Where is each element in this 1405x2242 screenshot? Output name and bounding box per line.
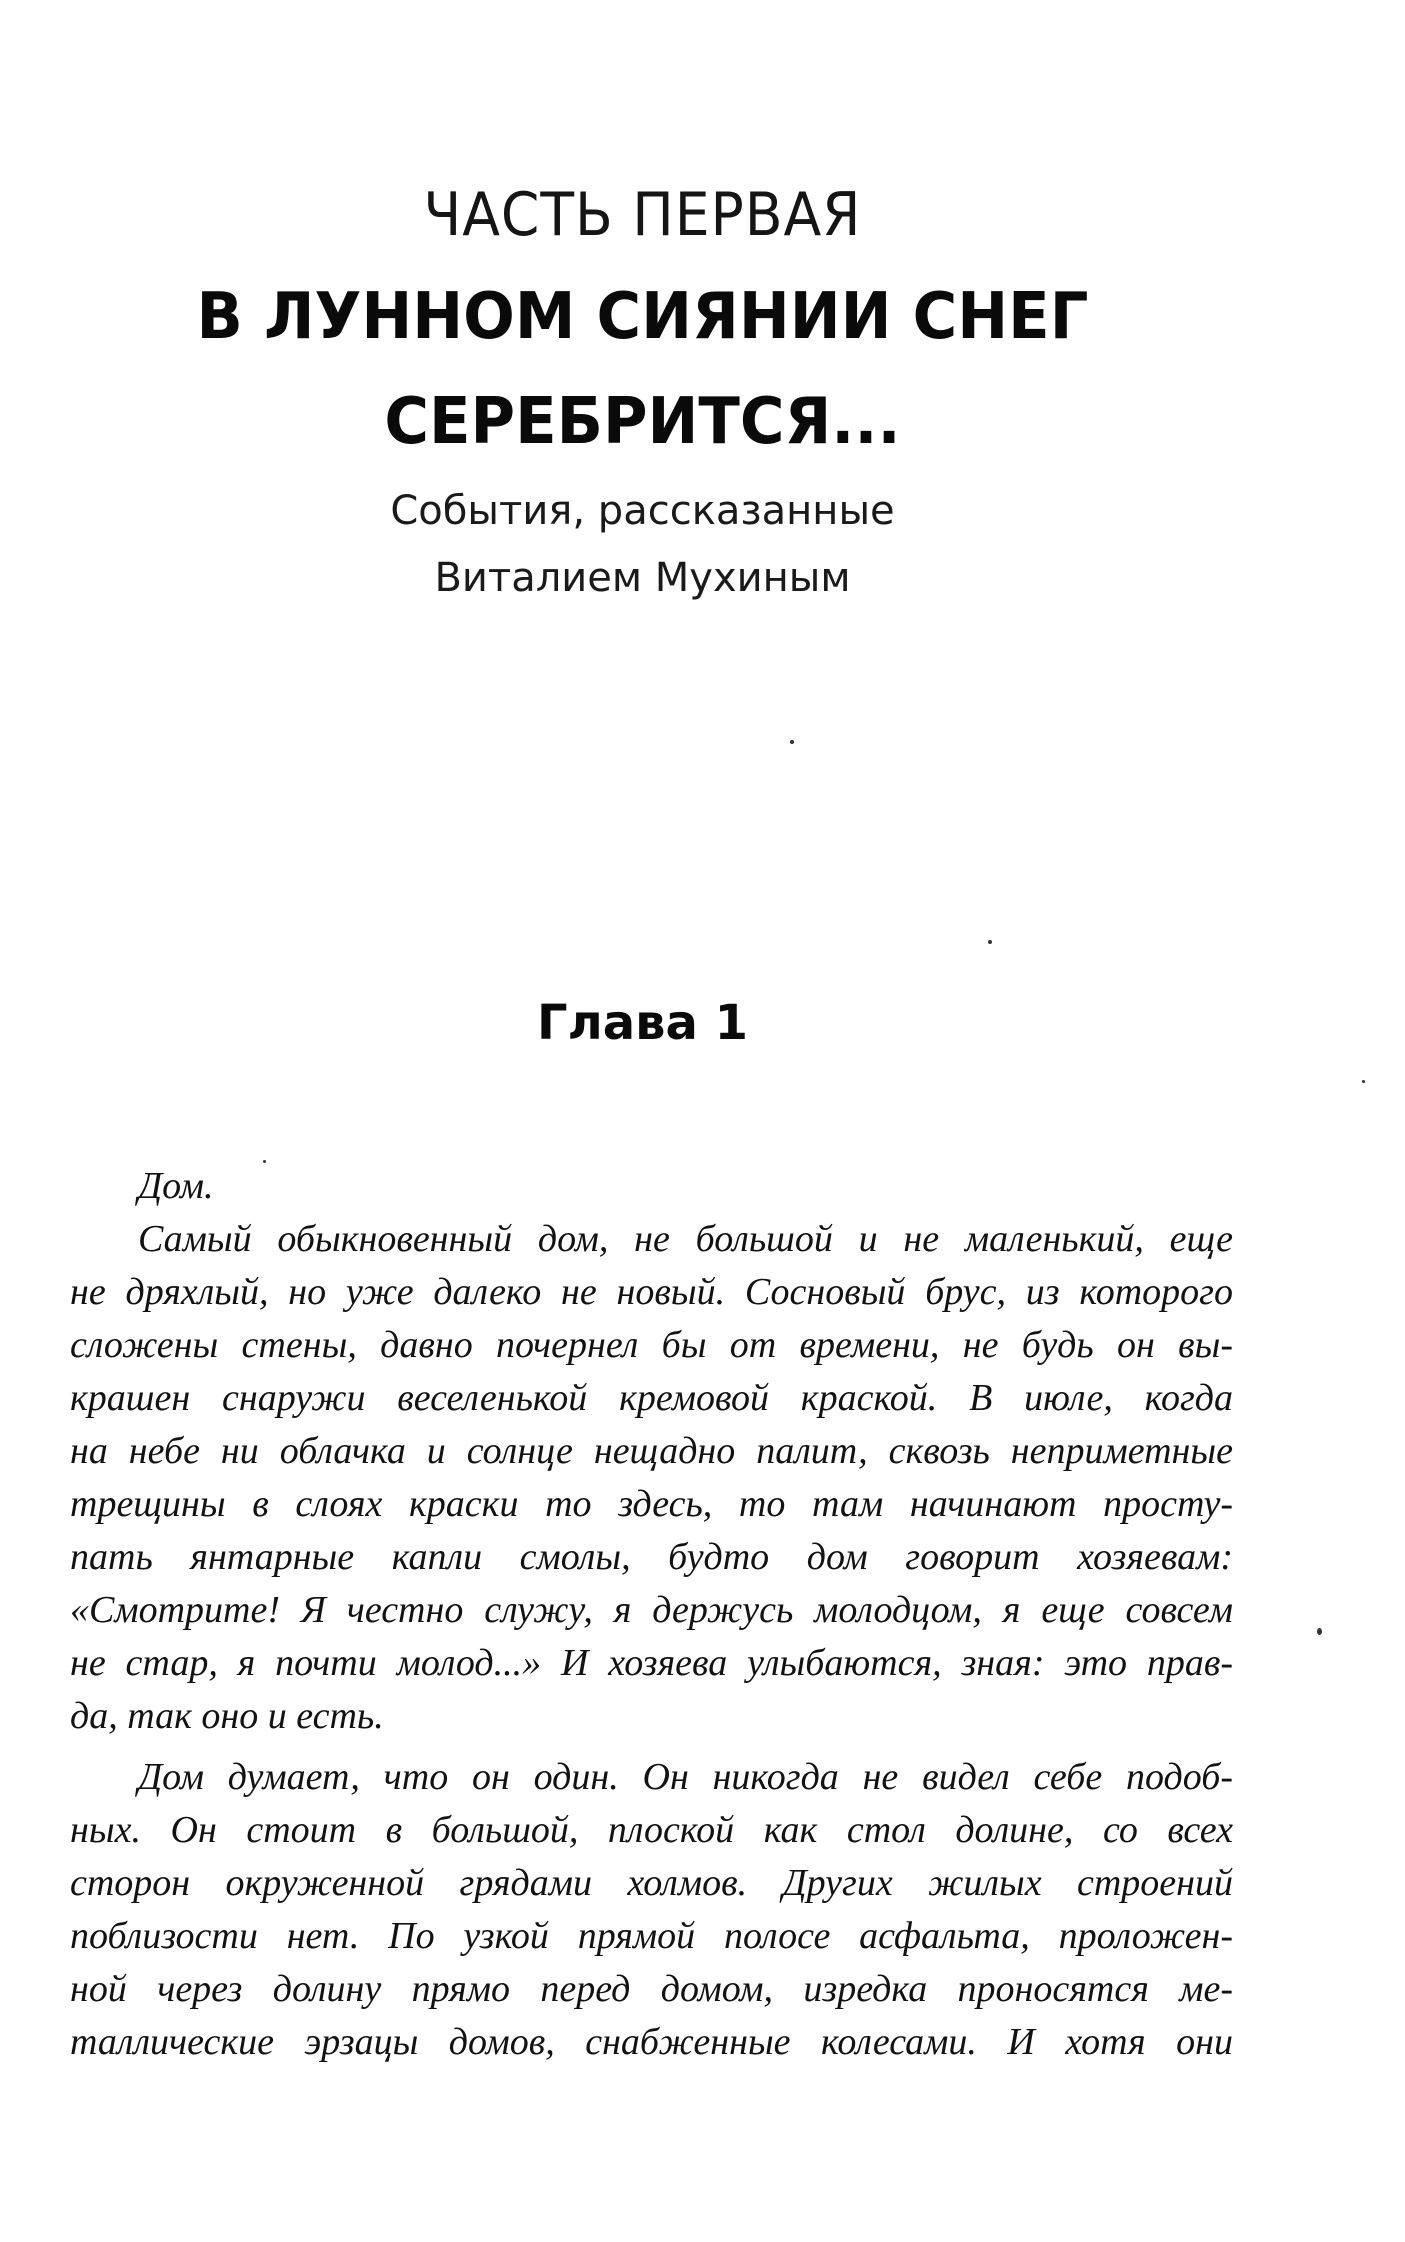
text-line: пать янтарные капли смолы, будто дом говорит хозяевам: — [70, 1536, 1233, 1578]
paragraph — [70, 1160, 1233, 1213]
text-line: ной через долину прямо перед домом, изредка проносятся ме- — [70, 1968, 1233, 2010]
text-line: не стар, я почти молод...» И хозяева улыбаются, зная: это прав- — [70, 1642, 1233, 1684]
text-line: поблизости нет. По узкой прямой полосе асфальта, проложен- — [70, 1915, 1233, 1957]
text-line: Дом. — [138, 1165, 214, 1207]
text-line: на небе ни облачка и солнце нещадно палит, сквозь неприметные — [70, 1430, 1233, 1472]
text-line: сложены стены, давно почернел бы от времени, не будь он вы- — [70, 1324, 1233, 1366]
scan-speck — [790, 740, 794, 744]
scan-speck — [1362, 1080, 1365, 1083]
scan-speck — [263, 1160, 266, 1163]
text-line: трещины в слоях краски то здесь, то там начинают просту- — [70, 1483, 1233, 1525]
scan-speck — [1317, 1628, 1322, 1635]
text-line: «Смотрите! Я честно служу, я держусь молодцом, я еще совсем — [70, 1589, 1233, 1631]
paragraph — [70, 1751, 1233, 2069]
text-line: да, так оно и есть. — [70, 1695, 384, 1737]
subtitle-line-2: Виталием Мухиным — [434, 555, 851, 601]
chapter-heading: Глава 1 — [536, 995, 748, 1051]
text-line: не дряхлый, но уже далеко не новый. Сосновый брус, из которого — [70, 1271, 1233, 1313]
book-title-line-1: В ЛУННОМ СИЯНИИ СНЕГ — [196, 280, 1089, 354]
text-line: Самый обыкновенный дом, не большой и не маленький, еще — [138, 1218, 1233, 1260]
text-line: ных. Он стоит в большой, плоской как стол долине, со всех — [70, 1809, 1233, 1851]
chapter-body — [70, 1160, 1233, 2069]
text-line: таллические эрзацы домов, снабженные колесами. И хотя они — [70, 2021, 1233, 2063]
part-heading: ЧАСТЬ ПЕРВАЯ — [423, 180, 862, 250]
scan-speck — [988, 940, 992, 944]
text-line: сторон окруженной грядами холмов. Других жилых строений — [70, 1862, 1233, 1904]
text-line: Дом думает, что он один. Он никогда не видел себе подоб- — [138, 1756, 1233, 1798]
subtitle-line-1: События, рассказанные — [390, 488, 895, 534]
text-line: крашен снаружи веселенькой кремовой краской. В июле, когда — [70, 1377, 1233, 1419]
book-title-line-2: СЕРЕБРИТСЯ... — [384, 385, 901, 459]
paragraph — [70, 1213, 1233, 1743]
